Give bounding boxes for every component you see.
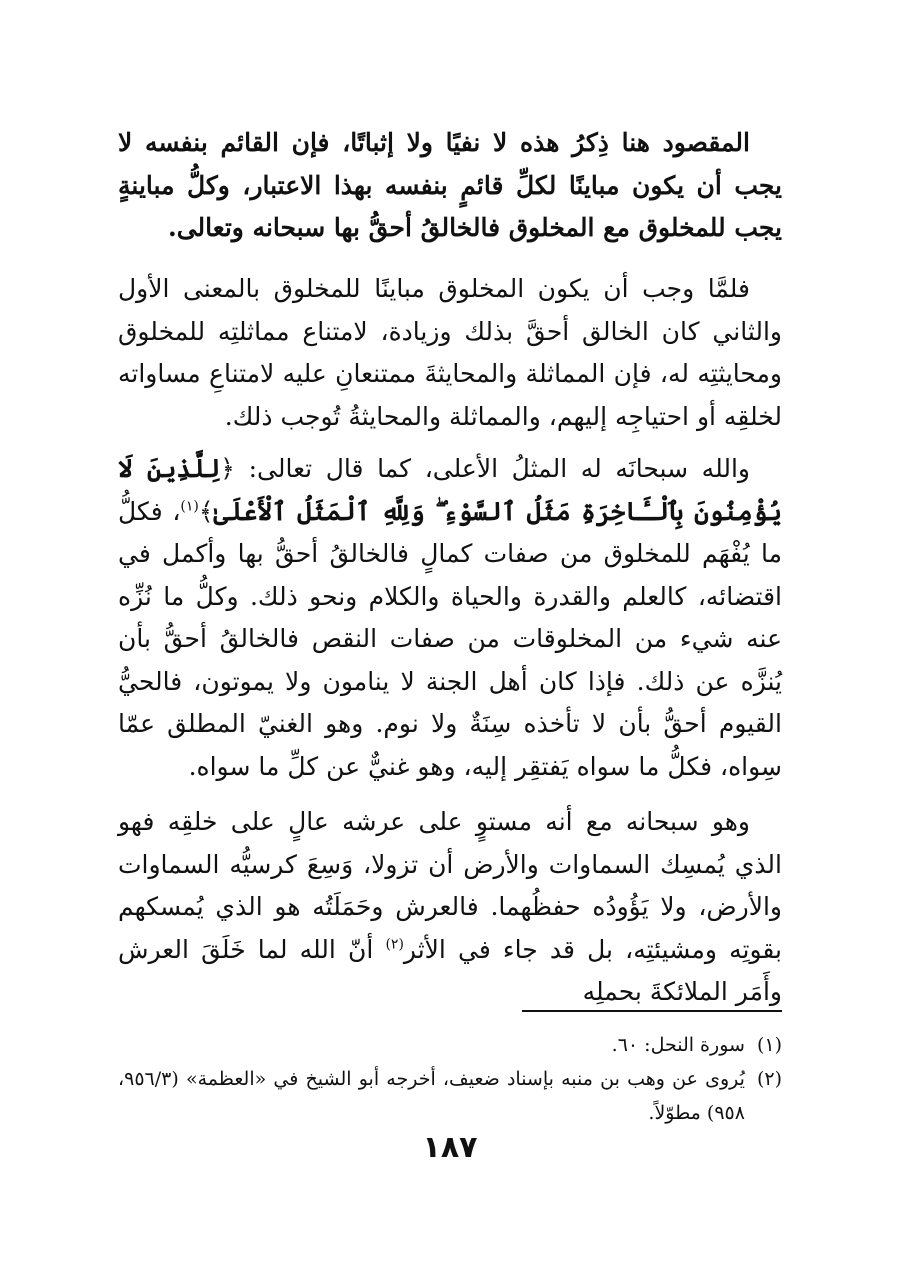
paragraph-3 [118,448,782,788]
paragraph-4 [118,801,782,1014]
footnote-ref-1[interactable]: (١) [180,498,199,515]
paragraph-2-text: فلمَّا وجب أن يكون المخلوق مباينًا للمخلوق بالمعنى الأول والثاني كان الخالق أحقَّ بذلك وزيادة، لامتناع مماثلتِه للمخلوق ومحايثتِه له، فإن المماثلة والمحايثةَ ممتنعانِ عليه لامتناعِ مساواته لخلقِه أو احتياجِه إليهم، والمماثلة والمحايثةُ تُوجب ذلك. [118,274,782,431]
paragraph-4-text-b: أنّ الله لما خَلَقَ العرش وأَمَر الملائكةَ بحملِه [118,934,782,1006]
footnote-item [118,1028,782,1062]
quran-close-bracket: ﴾ [198,496,214,526]
footnote-number: (٢) [756,1068,782,1090]
quran-open-bracket: ﴿ [220,454,235,483]
page-number: ١٨٧ [422,1130,478,1165]
paragraph-3-rest: ، فكلُّ ما يُفْهَم للمخلوق من صفات كمالٍ فالخالقُ أحقُّ بها وأكمل في اقتضائه، كالعلم والقدرة والحياة والكلام ونحو ذلك. وكلُّ ما نُزِّه عنه شيء من المخلوقات من صفات النقص فالخالقُ أحقُّ بأن يُنزَّه عن ذلك. فإذا كان أهل الجنة لا ينامون ولا يموتون، فالحيُّ القيوم أحقُّ بأن لا تأخذه سِنَةٌ ولا نوم. وهو الغنيّ المطلق عمّا سِواه، فكلُّ ما سواه يَفتقِر إليه، وهو غنيٌّ عن كلِّ ما سواه. [118,496,782,781]
footnote-number: (١) [756,1034,782,1056]
footnote-item [118,1062,782,1130]
paragraph-4-text-a: وهو سبحانه مع أنه مستوٍ على عرشه عالٍ على خلقِه فهو الذي يُمسِك السماوات والأرض أن تزولا، وَسِعَ كرسيُّه السماوات والأرض، ولا يَؤُودُه حفظُهما. فالعرش وحَمَلَتُه هو الذي يُمسكهم بقوتِه ومشيئتِه، بل قد جاء في الأثر [118,807,783,964]
footnote-text: يُروى عن وهب بن منبه بإسناد ضعيف، أخرجه أبو الشيخ في «العظمة» (٩٥٦/٣، ٩٥٨) مطوّلاً. [118,1068,745,1124]
footnote-ref-2[interactable]: (٢) [385,936,404,953]
quran-verse: لِلَّذِينَ لَا يُؤْمِنُونَ بِٱلْـَٔاخِرَةِ مَثَلُ ٱلسَّوْءِ ۖ وَلِلَّهِ ٱلْمَثَلُ ٱلْأَعْلَىٰ [118,454,782,526]
footnote-divider [522,1010,782,1012]
footnote-text: سورة النحل: ٦٠. [611,1034,745,1056]
paragraph-1 [118,122,782,250]
footnotes [118,1028,782,1130]
paragraph-1-text: المقصود هنا ذِكرُ هذه لا نفيًا ولا إثباتًا، فإن القائم بنفسه لا يجب أن يكون مباينًا لكلِّ قائمٍ بنفسه بهذا الاعتبار، وكلُّ مباينةٍ يجب للمخلوق مع المخلوق فالخالقُ أحقُّ بها سبحانه وتعالى. [118,128,782,242]
paragraph-3-intro: والله سبحانَه له المثلُ الأعلى، كما قال تعالى: [248,454,750,483]
paragraph-2 [118,268,782,438]
book-page [118,118,782,1271]
